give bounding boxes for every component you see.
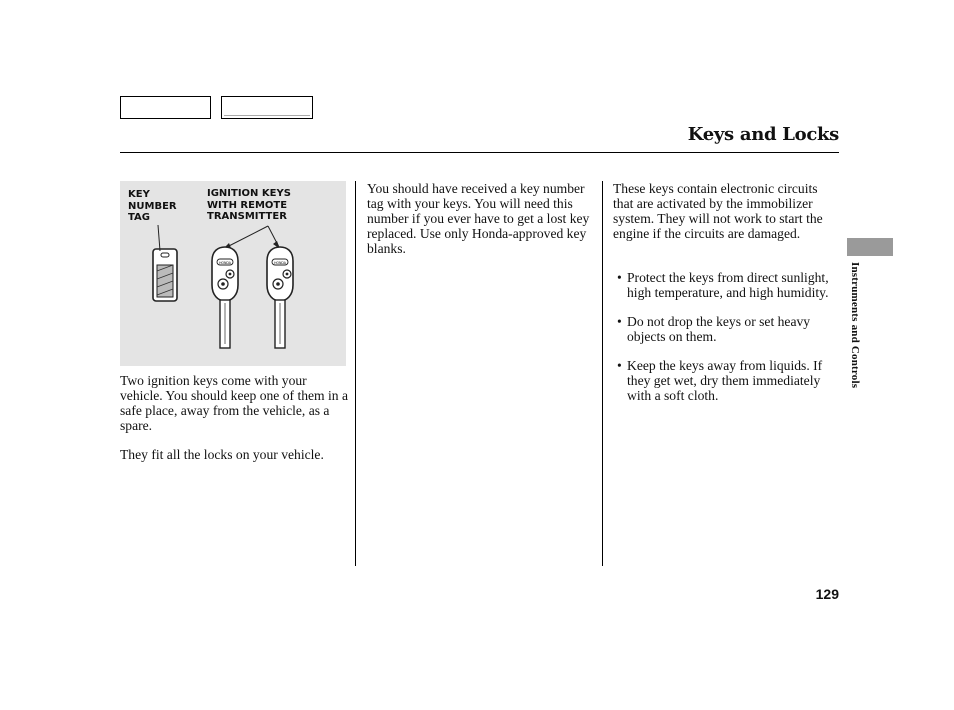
bullet-icon: • (617, 358, 622, 373)
key-number-tag-label: KEY NUMBER TAG (128, 189, 177, 223)
list-item: • Keep the keys away from liquids. If they get wet, dry them immediately with a soft cloth. (617, 358, 823, 403)
nav-button-previous[interactable] (120, 96, 211, 119)
keys-illustration (120, 181, 346, 366)
ignition-key-icon-1 (212, 247, 238, 348)
column-divider-1 (355, 181, 356, 566)
svg-text:HONDA: HONDA (219, 261, 231, 265)
nav-button-next[interactable] (221, 96, 313, 119)
page-number: 129 (815, 586, 839, 602)
header-rule (120, 152, 839, 153)
svg-text:HONDA: HONDA (274, 261, 286, 265)
leader-arrows (223, 226, 280, 249)
column-divider-2 (602, 181, 603, 566)
ignition-key-icon-2 (267, 247, 293, 348)
key-number-tag-icon (153, 249, 177, 301)
list-item: • Do not drop the keys or set heavy objects on them. (617, 314, 811, 344)
ignition-keys-label: IGNITION KEYS WITH REMOTE TRANSMITTER (207, 188, 291, 222)
paragraph-two-keys: Two ignition keys come with your vehicle. You should keep one of them in a safe place, away from the vehicle, as a spare. (120, 373, 349, 433)
paragraph-key-number-tag: You should have received a key number tag with your keys. You will need this number if you ever have to get a lost key replaced. Use only Honda-approved key blanks. (367, 181, 590, 256)
section-tab[interactable] (847, 238, 893, 256)
paragraph-locks: They fit all the locks on your vehicle. (120, 447, 324, 462)
bullet-icon: • (617, 314, 622, 329)
section-label: Instruments and Controls (849, 262, 861, 389)
page-title: Keys and Locks (687, 124, 839, 145)
paragraph-electronic-circuits: These keys contain electronic circuits that are activated by the immobilizer system. They will not work to start the engine if the circuits are damaged. (613, 181, 823, 241)
care-bullet-list (613, 270, 839, 417)
bullet-icon: • (617, 270, 622, 285)
list-item: • Protect the keys from direct sunlight, high temperature, and high humidity. (617, 270, 829, 300)
